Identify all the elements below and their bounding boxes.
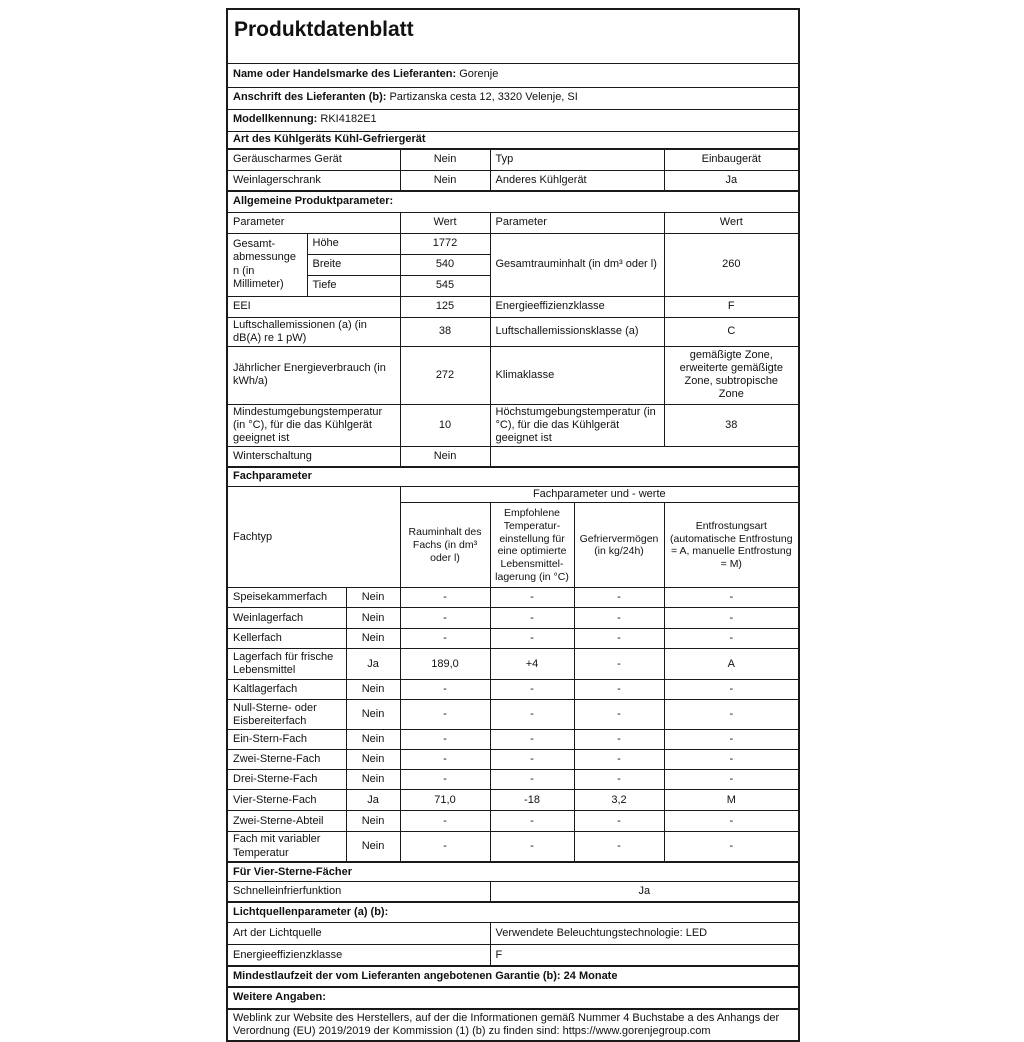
climate-class-label: Klimaklasse <box>490 346 664 404</box>
climate-class-value: gemäßigte Zone, erweiterte gemäßigte Zone, subtropische Zone <box>664 346 799 404</box>
compartment-temp: -18 <box>490 790 574 811</box>
general-section-header: Allgemeine Produktparameter: <box>227 191 799 212</box>
compartment-name: Vier-Sterne-Fach <box>227 790 346 811</box>
compartment-present: Nein <box>346 680 400 700</box>
row-light-efficiency <box>227 945 799 966</box>
wert-col-header-1: Wert <box>400 212 490 233</box>
compartment-defrost: - <box>664 588 799 608</box>
type-label: Typ <box>490 149 664 170</box>
compartment-volume: - <box>400 608 490 629</box>
warranty-value: 24 Monate <box>563 969 618 982</box>
row-wine-storage <box>227 170 799 191</box>
winter-setting-value: Nein <box>400 447 490 467</box>
compartment-defrost: - <box>664 811 799 832</box>
row-supplier-address <box>227 87 799 109</box>
row-compartment-header <box>227 467 799 487</box>
compartment-volume: - <box>400 680 490 700</box>
compartment-name: Null-Sterne- oder Eisbereiterfach <box>227 700 346 730</box>
col-header-volume: Rauminhalt des Fachs (in dm³ oder l) <box>400 503 490 588</box>
compartment-temp: - <box>490 750 574 770</box>
compartment-name: Speisekammerfach <box>227 588 346 608</box>
row-compartment-fresh-food <box>227 649 799 680</box>
row-four-star-header <box>227 862 799 882</box>
compartment-volume: - <box>400 588 490 608</box>
supplier-name-cell <box>227 63 799 87</box>
col-header-defrost: Entfrostungsart (automatische Entfrostung = A, manuelle Entfrostung = M) <box>664 503 799 588</box>
eei-label: EEI <box>227 296 400 317</box>
noise-class-value: C <box>664 317 799 346</box>
compartment-present: Nein <box>346 750 400 770</box>
param-col-header-2: Parameter <box>490 212 664 233</box>
compartment-volume: 71,0 <box>400 790 490 811</box>
compartment-defrost: - <box>664 700 799 730</box>
compartment-freezing: - <box>574 832 664 862</box>
noise-value: 38 <box>400 317 490 346</box>
winter-setting-empty-cell <box>490 447 799 467</box>
appliance-type-label: Art des Kühlgeräts <box>233 133 332 146</box>
col-header-temp: Empfohlene Temperatur-einstellung für eine optimierte Lebensmittel-lagerung (in °C) <box>490 503 574 588</box>
type-value: Einbaugerät <box>664 149 799 170</box>
low-noise-label: Geräuscharmes Gerät <box>227 149 400 170</box>
compartment-name: Zwei-Sterne-Abteil <box>227 811 346 832</box>
compartment-name: Ein-Stern-Fach <box>227 730 346 750</box>
supplier-address-label: Anschrift des Lieferanten (b): <box>233 91 387 104</box>
row-model-id <box>227 109 799 131</box>
compartment-freezing: - <box>574 588 664 608</box>
warranty-cell <box>227 966 799 987</box>
compartment-defrost: - <box>664 750 799 770</box>
compartment-name: Fach mit variabler Temperatur <box>227 832 346 862</box>
row-light-type <box>227 923 799 945</box>
row-ambient-temp <box>227 404 799 447</box>
row-compartment-three-star <box>227 770 799 790</box>
energy-consumption-value: 272 <box>400 346 490 404</box>
compartment-temp: - <box>490 608 574 629</box>
fast-freeze-value: Ja <box>490 882 799 902</box>
light-efficiency-label: Energieeffizienzklasse <box>227 945 490 966</box>
appliance-type-value: Kühl-Gefriergerät <box>334 133 426 146</box>
dimensions-label: Gesamt-abmessungen (in Millimeter) <box>227 233 307 296</box>
total-volume-value: 260 <box>664 233 799 296</box>
other-fridge-label: Anderes Kühlgerät <box>490 170 664 191</box>
width-label: Breite <box>307 254 400 275</box>
compartment-temp: +4 <box>490 649 574 680</box>
row-fast-freeze <box>227 882 799 902</box>
col-header-freezing: Gefriervermögen (in kg/24h) <box>574 503 664 588</box>
row-compartment-span-header <box>227 487 799 503</box>
compartment-defrost: - <box>664 608 799 629</box>
compartment-freezing: 3,2 <box>574 790 664 811</box>
model-id-value: RKI4182E1 <box>320 113 377 126</box>
compartment-temp: - <box>490 770 574 790</box>
row-compartment-one-star <box>227 730 799 750</box>
compartment-present: Nein <box>346 588 400 608</box>
compartment-temp: - <box>490 700 574 730</box>
warranty-label: Mindestlaufzeit der vom Lieferanten angebotenen Garantie (b): <box>233 969 561 982</box>
compartment-volume: - <box>400 832 490 862</box>
energy-class-value: F <box>664 296 799 317</box>
max-ambient-temp-label: Höchstumgebungstemperatur (in °C), für die das Kühlgerät geeignet ist <box>490 404 664 447</box>
row-low-noise <box>227 149 799 170</box>
weblink-url: https://www.gorenjegroup.com <box>562 1024 711 1037</box>
fast-freeze-label: Schnelleinfrierfunktion <box>227 882 490 902</box>
compartment-volume: - <box>400 730 490 750</box>
compartment-freezing: - <box>574 770 664 790</box>
compartment-section-header: Fachparameter <box>227 467 799 487</box>
row-dimensions-height <box>227 233 799 254</box>
row-weblink <box>227 1009 799 1041</box>
light-efficiency-value: F <box>490 945 799 966</box>
compartment-name: Kellerfach <box>227 629 346 649</box>
compartment-temp: - <box>490 629 574 649</box>
row-supplier-name <box>227 63 799 87</box>
compartment-freezing: - <box>574 629 664 649</box>
row-compartment-four-star <box>227 790 799 811</box>
compartment-freezing: - <box>574 649 664 680</box>
winter-setting-label: Winterschaltung <box>227 447 400 467</box>
compartment-freezing: - <box>574 811 664 832</box>
wine-storage-value: Nein <box>400 170 490 191</box>
product-datasheet-table <box>226 8 800 1042</box>
height-value: 1772 <box>400 233 490 254</box>
compartment-name: Drei-Sterne-Fach <box>227 770 346 790</box>
model-id-cell <box>227 109 799 131</box>
depth-value: 545 <box>400 275 490 296</box>
row-title <box>227 9 799 63</box>
compartment-defrost: - <box>664 629 799 649</box>
row-noise <box>227 317 799 346</box>
row-compartment-zero-star <box>227 700 799 730</box>
energy-consumption-label: Jährlicher Energieverbrauch (in kWh/a) <box>227 346 400 404</box>
other-fridge-value: Ja <box>664 170 799 191</box>
compartment-values-span-header: Fachparameter und - werte <box>400 487 799 503</box>
compartment-present: Nein <box>346 770 400 790</box>
row-compartment-wine <box>227 608 799 629</box>
row-eei <box>227 296 799 317</box>
wert-col-header-2: Wert <box>664 212 799 233</box>
max-ambient-temp-value: 38 <box>664 404 799 447</box>
further-section-header: Weitere Angaben: <box>227 987 799 1009</box>
model-id-label: Modellkennung: <box>233 113 318 126</box>
low-noise-value: Nein <box>400 149 490 170</box>
wine-storage-label: Weinlagerschrank <box>227 170 400 191</box>
compartment-present: Nein <box>346 629 400 649</box>
compartment-name: Zwei-Sterne-Fach <box>227 750 346 770</box>
row-param-headers <box>227 212 799 233</box>
compartment-temp: - <box>490 680 574 700</box>
compartment-name: Weinlagerfach <box>227 608 346 629</box>
row-general-header <box>227 191 799 212</box>
compartment-freezing: - <box>574 730 664 750</box>
compartment-defrost: - <box>664 730 799 750</box>
compartment-name: Kaltlagerfach <box>227 680 346 700</box>
weblink-cell <box>227 1009 799 1041</box>
compartment-freezing: - <box>574 680 664 700</box>
eei-value: 125 <box>400 296 490 317</box>
row-compartment-two-star-section <box>227 811 799 832</box>
supplier-name-label: Name oder Handelsmarke des Lieferanten: <box>233 68 457 81</box>
compartment-present: Nein <box>346 832 400 862</box>
compartment-volume: - <box>400 700 490 730</box>
light-type-value: Verwendete Beleuchtungstechnologie: LED <box>490 923 799 945</box>
compartment-volume: - <box>400 770 490 790</box>
compartment-freezing: - <box>574 700 664 730</box>
supplier-name-value: Gorenje <box>459 68 499 81</box>
noise-class-label: Luftschallemissionsklasse (a) <box>490 317 664 346</box>
light-section-header: Lichtquellenparameter (a) (b): <box>227 902 799 923</box>
compartment-freezing: - <box>574 608 664 629</box>
compartment-temp: - <box>490 832 574 862</box>
four-star-section-header: Für Vier-Sterne-Fächer <box>227 862 799 882</box>
row-compartment-variable-temp <box>227 832 799 862</box>
compartment-present: Nein <box>346 608 400 629</box>
energy-class-label: Energieeffizienzklasse <box>490 296 664 317</box>
row-further-header <box>227 987 799 1009</box>
light-type-label: Art der Lichtquelle <box>227 923 490 945</box>
compartment-volume: 189,0 <box>400 649 490 680</box>
noise-label: Luftschallemissionen (a) (in dB(A) re 1 pW) <box>227 317 400 346</box>
compartment-present: Nein <box>346 700 400 730</box>
min-ambient-temp-value: 10 <box>400 404 490 447</box>
compartment-defrost: M <box>664 790 799 811</box>
compartment-type-col-header: Fachtyp <box>227 487 400 588</box>
depth-label: Tiefe <box>307 275 400 296</box>
compartment-temp: - <box>490 730 574 750</box>
compartment-volume: - <box>400 811 490 832</box>
appliance-type-cell <box>227 131 799 149</box>
compartment-defrost: - <box>664 832 799 862</box>
row-light-header <box>227 902 799 923</box>
min-ambient-temp-label: Mindestumgebungstemperatur (in °C), für die das Kühlgerät geeignet ist <box>227 404 400 447</box>
row-appliance-type <box>227 131 799 149</box>
row-compartment-pantry <box>227 588 799 608</box>
compartment-present: Nein <box>346 730 400 750</box>
row-warranty <box>227 966 799 987</box>
compartment-name: Lagerfach für frische Lebensmittel <box>227 649 346 680</box>
compartment-defrost: - <box>664 680 799 700</box>
weblink-label: Weblink zur Website des Herstellers, auf der die Informationen gemäß Nummer 4 Buchstabe a des Anhangs der Verordnung (EU) 2019/2019 der Kommission (1) (b) zu finden sind: <box>233 1011 780 1037</box>
height-label: Höhe <box>307 233 400 254</box>
row-compartment-two-star <box>227 750 799 770</box>
compartment-defrost: - <box>664 770 799 790</box>
compartment-temp: - <box>490 811 574 832</box>
compartment-present: Nein <box>346 811 400 832</box>
row-compartment-cellar <box>227 629 799 649</box>
row-compartment-chill <box>227 680 799 700</box>
page-title: Produktdatenblatt <box>227 9 799 63</box>
compartment-volume: - <box>400 750 490 770</box>
row-winter-setting <box>227 447 799 467</box>
compartment-volume: - <box>400 629 490 649</box>
supplier-address-cell <box>227 87 799 109</box>
compartment-temp: - <box>490 588 574 608</box>
param-col-header-1: Parameter <box>227 212 400 233</box>
compartment-defrost: A <box>664 649 799 680</box>
compartment-freezing: - <box>574 750 664 770</box>
total-volume-label: Gesamtrauminhalt (in dm³ oder l) <box>490 233 664 296</box>
supplier-address-value: Partizanska cesta 12, 3320 Velenje, SI <box>389 91 578 104</box>
compartment-present: Ja <box>346 790 400 811</box>
width-value: 540 <box>400 254 490 275</box>
compartment-present: Ja <box>346 649 400 680</box>
row-energy-consumption <box>227 346 799 404</box>
